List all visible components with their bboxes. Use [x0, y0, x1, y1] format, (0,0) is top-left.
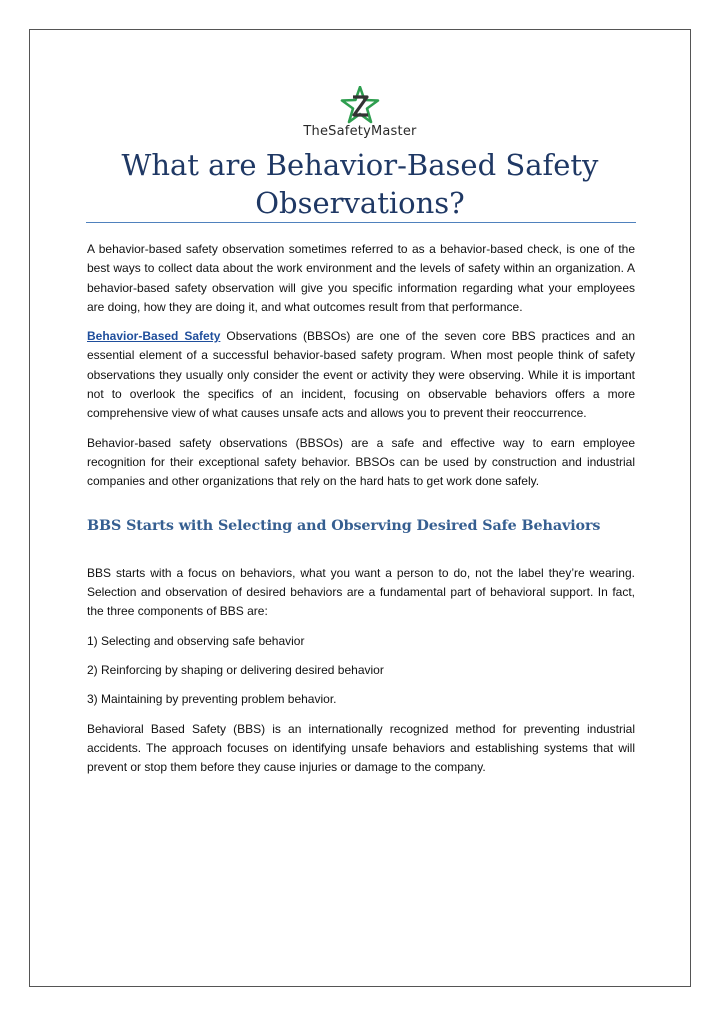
- list-item: 2) Reinforcing by shaping or delivering desired behavior: [87, 663, 384, 678]
- page-title: What are Behavior-Based Safety Observations?: [121, 148, 599, 220]
- green-star-icon: [340, 86, 380, 126]
- section-heading: BBS Starts with Selecting and Observing Desired Safe Behaviors: [87, 517, 601, 534]
- behavior-based-safety-link[interactable]: Behavior-Based Safety: [87, 329, 221, 344]
- bbso-paragraph-text: Observations (BBSOs) are one of the seven core BBS practices and an essential element of a successful behavior-based safety program. When most people think of safety observations they usually only consider the event or activity they were observing. While it is important not to overlook the specifics of an incident, focusing on observable behaviors offers a more comprehensive view of what causes unsafe acts and allows you to prevent their reoccurrence.: [87, 329, 635, 421]
- list-item: 1) Selecting and observing safe behavior: [87, 633, 305, 648]
- document-body: [87, 240, 635, 788]
- logo: [30, 86, 690, 139]
- intro-paragraph: A behavior-based safety observation sometimes referred to as a behavior-based check, is one of the best ways to collect data about the work environment and the levels of safety within an organization. A behavior-based safety observation will give you specific information regarding what your employees are doing, how they are doing it, and what outcomes result from that performance.: [87, 242, 635, 314]
- title-divider: [86, 222, 636, 223]
- recognition-paragraph: Behavior-based safety observations (BBSOs) are a safe and effective way to earn employee recognition for their exceptional safety behavior. BBSOs can be used by construction and industrial companies and other organizations that rely on the hard hats to get work done safely.: [87, 435, 635, 489]
- document-page: [29, 29, 691, 987]
- bbso-paragraph: [87, 327, 635, 423]
- section-intro-paragraph: BBS starts with a focus on behaviors, what you want a person to do, not the label they’re wearing. Selection and observation of desired behaviors are a fundamental part of behavioral support. In fact, the three components of BBS are:: [87, 565, 635, 619]
- logo-text: TheSafetyMaster: [303, 124, 417, 139]
- closing-paragraph: Behavioral Based Safety (BBS) is an internationally recognized method for preventing industrial accidents. The approach focuses on identifying unsafe behaviors and establishing systems that will prevent or stop them before they cause injuries or damage to the company.: [87, 721, 635, 775]
- list-item: 3) Maintaining by preventing problem behavior.: [87, 692, 337, 707]
